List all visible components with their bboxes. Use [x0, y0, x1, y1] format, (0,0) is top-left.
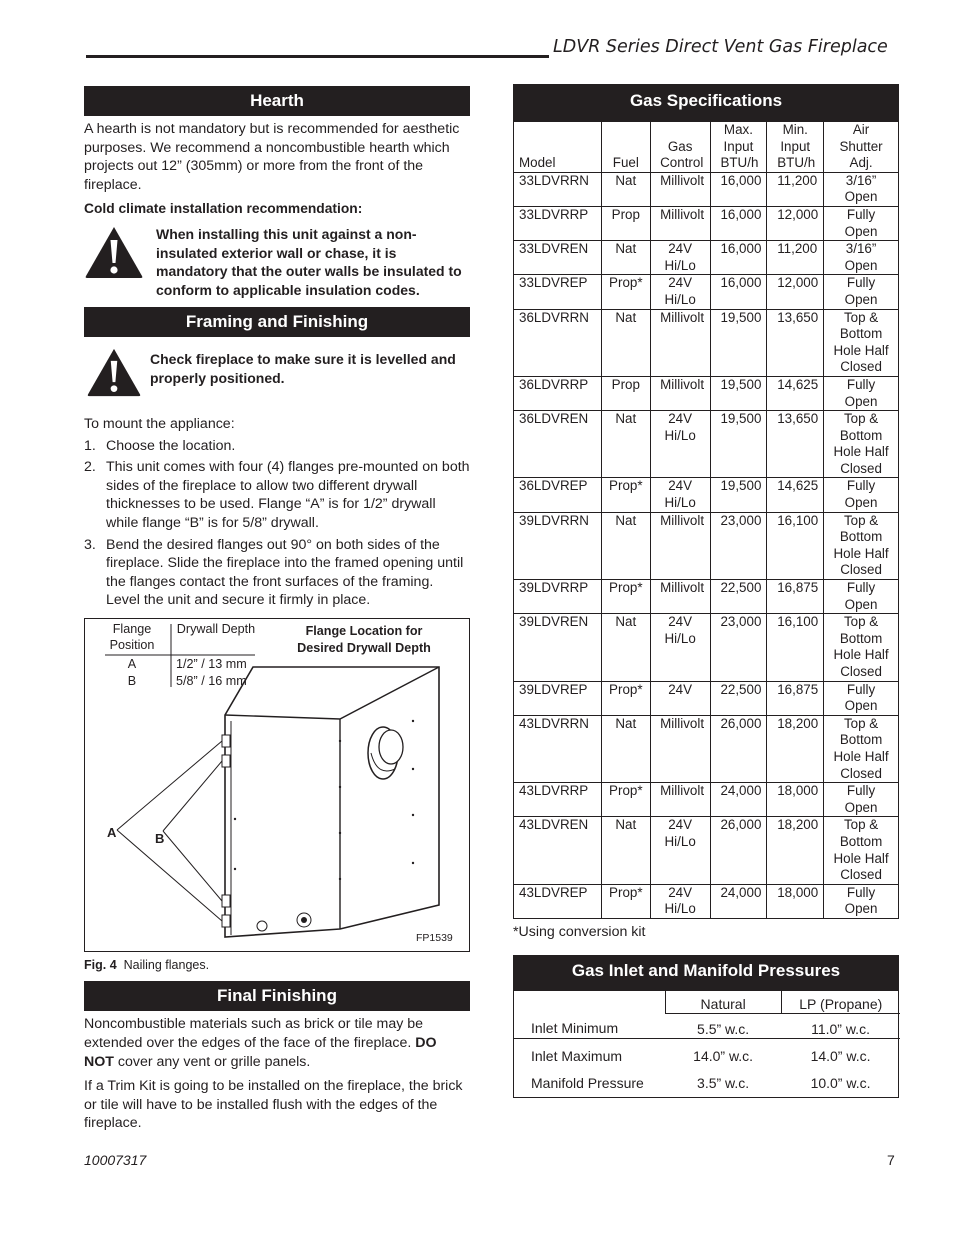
spec-cell [767, 376, 824, 410]
spec-cell [767, 172, 824, 206]
cell-text: 24,000 [720, 783, 762, 799]
table-header-row [514, 991, 900, 1014]
column-header [710, 122, 767, 173]
cell-text: 26,000 [720, 817, 762, 833]
cell-text: 18,000 [777, 783, 819, 799]
column-header [824, 122, 899, 173]
table-row [514, 206, 899, 240]
spec-cell [601, 681, 650, 715]
table-row [514, 309, 899, 376]
cell-text: Prop* [609, 580, 643, 596]
cell-text: Nat [615, 817, 637, 833]
cell-text: Prop [611, 376, 640, 392]
cell-text: 16,000 [720, 172, 762, 188]
column-header [650, 122, 710, 173]
gas-specs-heading: Gas Specifications [513, 84, 899, 121]
spec-cell [601, 478, 650, 512]
spec-cell [824, 206, 899, 240]
spec-cell [650, 512, 710, 579]
spec-cell [650, 241, 710, 275]
spec-cell [601, 715, 650, 782]
model-cell [514, 884, 602, 918]
spec-cell [650, 614, 710, 681]
model-cell [514, 681, 602, 715]
spec-cell [601, 411, 650, 478]
cell-text: 14,625 [777, 376, 819, 392]
cell-text: 16,100 [777, 512, 819, 528]
cell-text: 16,875 [777, 580, 819, 596]
model-cell [514, 241, 602, 275]
cell-text: 39LDVRRN [519, 512, 589, 528]
table-row [514, 275, 899, 309]
cell-text: 33LDVRRN [519, 172, 589, 188]
cell-text: Top & Bottom Hole Half Closed [833, 715, 889, 781]
natural-value: 5.5” w.c. [665, 1013, 781, 1038]
flange-label-b: B [155, 830, 165, 846]
column-header-text: Min. Input BTU/h [777, 122, 816, 171]
cell-text: 11,200 [777, 172, 818, 188]
lp-value: 10.0” w.c. [810, 1075, 871, 1091]
spec-cell [601, 512, 650, 579]
column-header: Fuel [601, 122, 650, 173]
spec-cell [710, 580, 767, 614]
spec-cell [767, 884, 824, 918]
table-row [514, 715, 899, 782]
hearth-warning [84, 225, 470, 299]
cell-text: Millivolt [660, 309, 705, 325]
list-item [84, 437, 470, 456]
spec-cell [824, 783, 899, 817]
column-header: Natural [665, 991, 781, 1014]
hearth-warning-text: When installing this unit against a non-insulated exterior wall or chase, it is mandatory that the outer walls be insulated to conform to applicable insulation codes. [156, 225, 462, 298]
spec-cell [650, 172, 710, 206]
page-number: 7 [887, 1152, 895, 1168]
cell-text: 24V Hi/Lo [664, 884, 696, 917]
framing-warning-text: Check fireplace to make sure it is levelled and properly positioned. [150, 351, 456, 386]
spec-cell [650, 411, 710, 478]
spec-cell [767, 817, 824, 884]
spec-cell [710, 512, 767, 579]
spec-cell [767, 783, 824, 817]
step-number: 2. [84, 459, 96, 476]
spec-cell [650, 206, 710, 240]
model-cell [514, 580, 602, 614]
spec-cell [650, 478, 710, 512]
spec-cell [767, 512, 824, 579]
spec-cell [650, 783, 710, 817]
cell-text: 39LDVREP [519, 681, 588, 697]
spec-cell [710, 206, 767, 240]
cell-text: 43LDVRRP [519, 783, 589, 799]
cell-text: 19,500 [720, 309, 762, 325]
spec-cell [601, 241, 650, 275]
cell-text: 36LDVRRP [519, 376, 589, 392]
right-column [513, 84, 899, 1098]
cell-text: 14,625 [777, 478, 819, 494]
spec-cell [824, 715, 899, 782]
spec-cell [767, 614, 824, 681]
cell-text: Nat [615, 512, 637, 528]
spec-cell [767, 478, 824, 512]
cell-text: 24,000 [720, 884, 762, 900]
flange-a-position: A [127, 656, 137, 671]
spec-cell [710, 172, 767, 206]
cell-text: 43LDVREP [519, 884, 588, 900]
cell-text: 3/16” Open [844, 172, 878, 205]
cell-text: Top & Bottom Hole Half Closed [833, 614, 889, 679]
table-row [514, 411, 899, 478]
cell-text: Top & Bottom Hole Half Closed [833, 817, 889, 883]
lp-value: 14.0” w.c. [810, 1047, 871, 1064]
figure-number: Fig. 4 [84, 957, 117, 972]
cell-text: Millivolt [660, 512, 705, 528]
model-cell [514, 172, 602, 206]
spec-cell [710, 681, 767, 715]
spec-cell [601, 614, 650, 681]
cell-text: 19,500 [720, 411, 762, 427]
spec-cell [824, 309, 899, 376]
flange-label-a: A [107, 824, 117, 840]
table-row [514, 172, 899, 206]
cell-text: Fully Open [844, 275, 878, 307]
cell-text: 36LDVRRN [519, 309, 589, 325]
spec-cell [767, 206, 824, 240]
spec-cell [601, 783, 650, 817]
hearth-text: A hearth is not mandatory but is recommended for aesthetic purposes. We recommend a noncombustible hearth which projects out 12” (305mm) or more from the front of the fireplace. [84, 121, 460, 193]
table-row [514, 580, 899, 614]
spec-cell [824, 411, 899, 478]
spec-cell [710, 715, 767, 782]
model-cell [514, 309, 602, 376]
cell-text: Millivolt [660, 715, 705, 731]
table-row [514, 817, 899, 884]
cell-text: 18,200 [777, 715, 819, 731]
final-finishing-text-1 [84, 1015, 470, 1071]
spec-cell [650, 376, 710, 410]
model-cell [514, 411, 602, 478]
cell-text: Millivolt [660, 172, 705, 188]
cell-text: 13,650 [777, 309, 819, 325]
table-row [514, 681, 899, 715]
figure-caption-text: Nailing flanges. [123, 957, 210, 972]
spec-cell [650, 580, 710, 614]
cell-text: Nat [615, 309, 637, 325]
spec-cell [767, 411, 824, 478]
cell-text: 16,000 [720, 275, 762, 291]
spec-cell [601, 580, 650, 614]
cell-text: 16,000 [720, 206, 762, 222]
spec-cell [824, 275, 899, 309]
model-cell [514, 206, 602, 240]
spec-cell [767, 241, 824, 275]
spec-cell [710, 376, 767, 410]
spec-cell [710, 884, 767, 918]
cell-text: Millivolt [660, 376, 705, 392]
spec-cell [710, 614, 767, 681]
mount-steps [84, 437, 470, 610]
cell-text: Fully Open [844, 783, 878, 815]
cell-text: Nat [615, 172, 637, 188]
spec-cell [824, 376, 899, 410]
cell-text: Top & Bottom Hole Half Closed [833, 411, 889, 476]
spec-cell [650, 275, 710, 309]
spec-cell [767, 580, 824, 614]
cell-text: Millivolt [660, 783, 705, 799]
spec-cell [650, 681, 710, 715]
spec-cell [824, 884, 899, 918]
framing-heading: Framing and Finishing [84, 307, 470, 337]
cell-text: Nat [615, 715, 637, 731]
spec-cell [824, 478, 899, 512]
cell-text: 16,000 [720, 241, 762, 257]
cell-text: Prop [611, 206, 640, 222]
cell-text: Fully Open [844, 478, 878, 511]
natural-value: 3.5” w.c. [697, 1075, 750, 1091]
cell-text: Nat [615, 241, 637, 257]
column-header: LP (Propane) [781, 991, 900, 1014]
cell-text: 36LDVREP [519, 478, 588, 494]
spec-cell [824, 172, 899, 206]
cell-text: Millivolt [660, 580, 705, 596]
cold-climate-heading: Cold climate installation recommendation: [84, 201, 363, 217]
cell-text: 39LDVREN [519, 614, 589, 630]
cell-text: 23,000 [720, 614, 762, 630]
cell-text: 36LDVREN [519, 411, 589, 427]
cell-text: 19,500 [720, 376, 762, 392]
cell-text: Prop* [609, 478, 643, 494]
cell-text: 23,000 [720, 512, 762, 528]
cell-text: Fully Open [844, 206, 878, 239]
cell-text: 24V Hi/Lo [664, 614, 696, 646]
left-column [84, 86, 470, 1133]
model-cell [514, 376, 602, 410]
flange-b-depth: 5/8” / 16 mm [176, 673, 247, 688]
spec-cell [650, 309, 710, 376]
cell-text: Prop* [609, 884, 643, 900]
cell-text: 18,000 [777, 884, 819, 900]
spec-cell [710, 309, 767, 376]
warning-icon [84, 347, 150, 403]
column-header: Model [514, 122, 602, 173]
step-text: Bend the desired flanges out 90° on both sides of the fireplace. Slide the fireplace into the framed opening until the flanges contact the front surfaces of the framing. Level the unit and secure it firmly in place. [106, 536, 464, 609]
model-cell [514, 512, 602, 579]
step-text: This unit comes with four (4) flanges pre-mounted on both sides of the fireplace to allow two different drywall thicknesses to be used. Flange “A” is for 1/2” drywall while flange “B” is for 5/8” drywall. [106, 459, 470, 531]
cell-text: 13,650 [777, 411, 819, 427]
spec-cell [767, 681, 824, 715]
column-header-text: Air Shutter Adj. [839, 122, 883, 171]
cell-text: 24V Hi/Lo [664, 817, 696, 849]
spec-cell [650, 715, 710, 782]
model-cell [514, 614, 602, 681]
spec-cell [767, 715, 824, 782]
model-cell [514, 478, 602, 512]
cell-text: Prop* [609, 275, 643, 291]
cell-text: 39LDVRRP [519, 580, 589, 596]
spec-cell [710, 241, 767, 275]
spec-cell [601, 817, 650, 884]
cell-text: 22,500 [720, 681, 762, 697]
row-label: Inlet Maximum [531, 1047, 623, 1064]
pressures-heading: Gas Inlet and Manifold Pressures [513, 955, 899, 991]
cell-text: 11,200 [777, 241, 818, 257]
cell-text: 33LDVRRP [519, 206, 589, 222]
cell-text: 33LDVREP [519, 275, 588, 291]
natural-value: 14.0” w.c. [693, 1047, 754, 1064]
model-cell [514, 783, 602, 817]
table-row [514, 884, 899, 918]
cell-text: Top & Bottom Hole Half Closed [833, 309, 889, 375]
cell-text: 12,000 [777, 206, 819, 222]
hearth-heading: Hearth [84, 86, 470, 116]
model-cell [514, 715, 602, 782]
list-item [84, 458, 470, 532]
cell-text: Prop* [609, 783, 643, 799]
step-text: Choose the location. [106, 437, 236, 454]
row-label: Inlet Minimum [514, 1013, 665, 1038]
table-row [514, 1065, 900, 1092]
list-item [84, 536, 470, 610]
cell-text: Nat [615, 411, 637, 427]
cell-text: 24V [668, 681, 693, 697]
page-header-title: LDVR Series Direct Vent Gas Fireplace [553, 37, 888, 57]
cell-text: Top & Bottom Hole Half Closed [833, 512, 889, 578]
step-number: 1. [84, 437, 96, 454]
spec-cell [601, 206, 650, 240]
table-row [514, 376, 899, 410]
table-header-row [514, 122, 899, 173]
cell-text: Nat [615, 614, 637, 630]
spec-cell [710, 478, 767, 512]
spec-cell [710, 817, 767, 884]
table-row [514, 614, 899, 681]
spec-cell [824, 580, 899, 614]
final-text-b: cover any vent or grille panels. [113, 1053, 311, 1070]
drywall-depth-header: Drywall Depth [176, 621, 256, 636]
cell-text: 26,000 [720, 715, 762, 731]
cell-text: Fully Open [844, 884, 878, 917]
cell-text: Prop* [609, 681, 643, 697]
cell-text: 24V Hi/Lo [664, 241, 696, 273]
cell-text: Fully Open [844, 376, 878, 409]
cell-text: 24V Hi/Lo [664, 411, 696, 443]
conversion-footnote: *Using conversion kit [513, 923, 646, 940]
row-label: Manifold Pressure [531, 1075, 644, 1091]
cell-text: 16,875 [777, 681, 819, 697]
cell-text: 18,200 [777, 817, 819, 833]
cell-text: Fully Open [844, 681, 878, 714]
document-number: 10007317 [84, 1152, 147, 1168]
table-row [514, 783, 899, 817]
gas-specs-table [513, 121, 899, 919]
spec-cell [767, 275, 824, 309]
spec-cell [824, 817, 899, 884]
final-finishing-text-2: If a Trim Kit is going to be installed on the fireplace, the brick or tile will have to be installed flush with the edges of the fireplace. [84, 1078, 463, 1132]
cell-text: 24V Hi/Lo [664, 275, 696, 307]
table-row [514, 512, 899, 579]
spec-cell [824, 681, 899, 715]
table-row [514, 478, 899, 512]
header-rule [86, 55, 549, 58]
spec-cell [710, 411, 767, 478]
warning-icon [84, 225, 150, 299]
spec-cell [710, 275, 767, 309]
spec-cell [601, 309, 650, 376]
final-text-bold: DO NOT [84, 1035, 437, 1070]
model-cell [514, 817, 602, 884]
cell-text: Fully Open [844, 580, 878, 612]
spec-cell [710, 783, 767, 817]
flange-figure [84, 618, 470, 952]
final-finishing-heading: Final Finishing [84, 981, 470, 1011]
figure-title: Flange Location for Desired Drywall Depth [297, 623, 431, 656]
cell-text: 43LDVREN [519, 817, 589, 833]
mount-intro: To mount the appliance: [84, 415, 235, 432]
lp-value: 11.0” w.c. [781, 1013, 900, 1038]
figure-caption [84, 956, 470, 975]
cell-text: 19,500 [720, 478, 762, 494]
spec-cell [824, 241, 899, 275]
cell-text: 43LDVRRN [519, 715, 589, 731]
cell-text: Millivolt [660, 206, 705, 222]
spec-cell [767, 309, 824, 376]
cell-text: 24V Hi/Lo [664, 478, 696, 511]
spec-cell [650, 817, 710, 884]
column-header [767, 122, 824, 173]
spec-cell [601, 172, 650, 206]
spec-cell [824, 512, 899, 579]
pressures-box [513, 991, 899, 1098]
table-row [514, 1038, 900, 1065]
flange-b-position: B [127, 673, 137, 688]
cell-text: 12,000 [777, 275, 819, 291]
column-header-text: Gas Control [660, 138, 704, 171]
pressures-table [514, 991, 900, 1093]
framing-warning [84, 347, 470, 403]
flange-a-depth: 1/2” / 13 mm [176, 656, 247, 671]
spec-cell [601, 376, 650, 410]
table-row [514, 241, 899, 275]
column-header-text: Max. Input BTU/h [720, 122, 759, 171]
table-row [514, 1013, 900, 1038]
figure-code: FP1539 [416, 931, 453, 944]
flange-position-header: Flange Position [109, 621, 155, 653]
cell-text: 16,100 [777, 614, 819, 630]
spec-cell [650, 884, 710, 918]
final-text-a: Noncombustible materials such as brick or tile may be extended over the edges of the face of the fireplace. [84, 1016, 424, 1052]
cell-text: 22,500 [720, 580, 762, 596]
step-number: 3. [84, 536, 96, 553]
cell-text: 3/16” Open [844, 241, 878, 273]
model-cell [514, 275, 602, 309]
spec-cell [601, 884, 650, 918]
spec-cell [824, 614, 899, 681]
cell-text: 33LDVREN [519, 241, 589, 257]
spec-cell [601, 275, 650, 309]
